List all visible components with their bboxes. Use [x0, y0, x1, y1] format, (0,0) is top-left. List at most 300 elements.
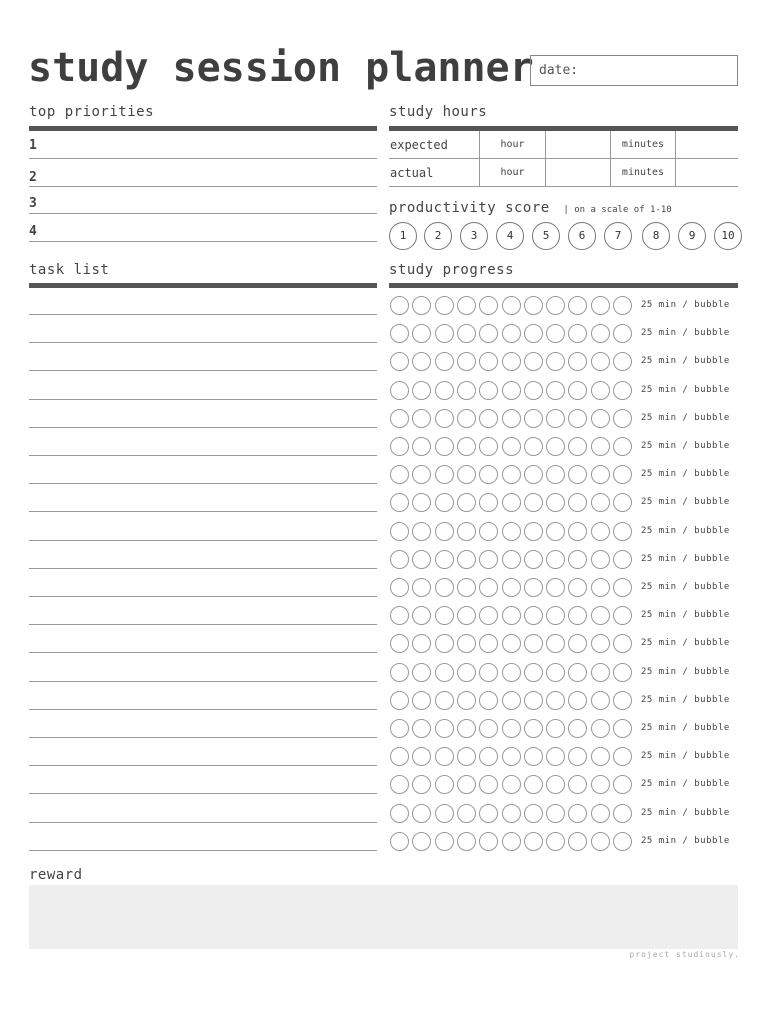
- progress-bubble[interactable]: [568, 832, 587, 851]
- minutes-input[interactable]: [676, 159, 739, 187]
- task-line[interactable]: [29, 737, 377, 738]
- task-line[interactable]: [29, 681, 377, 682]
- progress-bubble[interactable]: [457, 747, 476, 766]
- progress-bubble[interactable]: [479, 381, 498, 400]
- bubble-label: 25 min / bubble: [641, 582, 730, 592]
- progress-bubble[interactable]: [435, 691, 454, 710]
- progress-bubble[interactable]: [524, 747, 543, 766]
- progress-bubble[interactable]: [479, 522, 498, 541]
- progress-bubble[interactable]: [524, 493, 543, 512]
- progress-bubble[interactable]: [502, 465, 521, 484]
- progress-bubble[interactable]: [524, 578, 543, 597]
- progress-bubble[interactable]: [568, 691, 587, 710]
- progress-bubble[interactable]: [412, 493, 431, 512]
- progress-bubble[interactable]: [546, 634, 565, 653]
- bubble-label: 25 min / bubble: [641, 667, 730, 677]
- progress-bubble[interactable]: [435, 606, 454, 625]
- progress-bubble[interactable]: [390, 493, 409, 512]
- progress-bubble[interactable]: [390, 550, 409, 569]
- progress-bubble[interactable]: [502, 747, 521, 766]
- minutes-unit-label: minutes: [611, 131, 676, 159]
- progress-bubble[interactable]: [479, 352, 498, 371]
- study-hours-table: [389, 131, 738, 187]
- progress-bubble[interactable]: [546, 663, 565, 682]
- progress-bubble[interactable]: [568, 381, 587, 400]
- productivity-score-option[interactable]: 1: [389, 222, 417, 250]
- productivity-score-option[interactable]: 2: [424, 222, 452, 250]
- task-line[interactable]: [29, 709, 377, 710]
- hour-input[interactable]: [546, 159, 611, 187]
- progress-bubble[interactable]: [568, 324, 587, 343]
- progress-bubble[interactable]: [457, 804, 476, 823]
- progress-bubble[interactable]: [457, 296, 476, 315]
- progress-bubble[interactable]: [479, 747, 498, 766]
- progress-bubble[interactable]: [457, 381, 476, 400]
- progress-bubble[interactable]: [412, 578, 431, 597]
- progress-bubble[interactable]: [568, 719, 587, 738]
- progress-bubble[interactable]: [591, 719, 610, 738]
- productivity-heading: productivity score: [389, 200, 550, 216]
- priority-line[interactable]: [29, 241, 377, 242]
- progress-bubble[interactable]: [457, 775, 476, 794]
- progress-bubble[interactable]: [591, 465, 610, 484]
- task-list-heading: task list: [29, 262, 110, 278]
- progress-bubble[interactable]: [390, 691, 409, 710]
- progress-bubble[interactable]: [546, 578, 565, 597]
- progress-bubble[interactable]: [568, 522, 587, 541]
- bubble-label: 25 min / bubble: [641, 526, 730, 536]
- progress-bubble[interactable]: [412, 719, 431, 738]
- bubble-label: 25 min / bubble: [641, 695, 730, 705]
- progress-bubble[interactable]: [568, 663, 587, 682]
- bubble-label: 25 min / bubble: [641, 610, 730, 620]
- progress-bubble[interactable]: [412, 409, 431, 428]
- progress-bubble[interactable]: [457, 437, 476, 456]
- progress-bubble[interactable]: [479, 437, 498, 456]
- progress-bubble[interactable]: [412, 832, 431, 851]
- priority-number: 4: [29, 224, 37, 239]
- study-progress-heading: study progress: [389, 262, 515, 278]
- bubble-label: 25 min / bubble: [641, 385, 730, 395]
- progress-bubble[interactable]: [435, 775, 454, 794]
- progress-bubble[interactable]: [524, 606, 543, 625]
- progress-bubble[interactable]: [524, 296, 543, 315]
- progress-bubble[interactable]: [502, 606, 521, 625]
- progress-bubble[interactable]: [568, 465, 587, 484]
- progress-bubble[interactable]: [479, 691, 498, 710]
- progress-bubble[interactable]: [613, 381, 632, 400]
- progress-bubble[interactable]: [568, 804, 587, 823]
- progress-bubble[interactable]: [613, 634, 632, 653]
- progress-bubble[interactable]: [390, 409, 409, 428]
- progress-bubble[interactable]: [435, 352, 454, 371]
- progress-bubble[interactable]: [591, 832, 610, 851]
- task-line[interactable]: [29, 314, 377, 315]
- progress-bubble[interactable]: [546, 352, 565, 371]
- progress-bubble[interactable]: [613, 409, 632, 428]
- progress-bubble[interactable]: [502, 663, 521, 682]
- reward-box[interactable]: [29, 885, 738, 949]
- progress-bubble[interactable]: [390, 606, 409, 625]
- progress-bubble[interactable]: [591, 775, 610, 794]
- progress-bubble[interactable]: [613, 324, 632, 343]
- bubble-label: 25 min / bubble: [641, 751, 730, 761]
- progress-bubble[interactable]: [390, 522, 409, 541]
- priorities-heading: top priorities: [29, 104, 155, 120]
- progress-bubble[interactable]: [591, 296, 610, 315]
- progress-bubble[interactable]: [435, 747, 454, 766]
- progress-bubble[interactable]: [412, 522, 431, 541]
- study-hours-heading: study hours: [389, 104, 488, 120]
- progress-bubble[interactable]: [479, 550, 498, 569]
- progress-bubble[interactable]: [412, 437, 431, 456]
- progress-bubble[interactable]: [412, 775, 431, 794]
- hours-row-actual: [389, 159, 738, 187]
- productivity-score-option[interactable]: 10: [714, 222, 742, 250]
- task-line[interactable]: [29, 568, 377, 569]
- progress-bubble[interactable]: [479, 493, 498, 512]
- progress-bubble[interactable]: [524, 465, 543, 484]
- progress-bubble[interactable]: [613, 522, 632, 541]
- progress-bubble[interactable]: [502, 550, 521, 569]
- hours-row-label: expected: [389, 131, 480, 159]
- task-line[interactable]: [29, 540, 377, 541]
- progress-bubble[interactable]: [502, 691, 521, 710]
- progress-bubble[interactable]: [390, 832, 409, 851]
- progress-bubble[interactable]: [546, 437, 565, 456]
- progress-bubble[interactable]: [412, 550, 431, 569]
- progress-bubble[interactable]: [613, 747, 632, 766]
- hour-unit-label: hour: [480, 159, 546, 187]
- hour-input[interactable]: [546, 131, 611, 159]
- progress-bubble[interactable]: [457, 352, 476, 371]
- progress-bubble[interactable]: [546, 747, 565, 766]
- bubble-label: 25 min / bubble: [641, 723, 730, 733]
- bubble-label: 25 min / bubble: [641, 497, 730, 507]
- bubble-label: 25 min / bubble: [641, 469, 730, 479]
- progress-bubble[interactable]: [479, 832, 498, 851]
- progress-bubble[interactable]: [390, 719, 409, 738]
- progress-bubble[interactable]: [546, 804, 565, 823]
- progress-bubble[interactable]: [524, 550, 543, 569]
- bubble-label: 25 min / bubble: [641, 328, 730, 338]
- progress-bubble[interactable]: [390, 437, 409, 456]
- progress-bubble[interactable]: [435, 550, 454, 569]
- progress-bubble[interactable]: [591, 352, 610, 371]
- minutes-input[interactable]: [676, 131, 739, 159]
- progress-bubble[interactable]: [435, 634, 454, 653]
- priority-number: 2: [29, 170, 37, 185]
- progress-bubble[interactable]: [479, 324, 498, 343]
- progress-bubble[interactable]: [435, 381, 454, 400]
- productivity-score-option[interactable]: 4: [496, 222, 524, 250]
- study-progress-divider: [389, 283, 738, 288]
- progress-bubble[interactable]: [390, 775, 409, 794]
- progress-bubble[interactable]: [479, 296, 498, 315]
- progress-bubble[interactable]: [457, 324, 476, 343]
- progress-bubble[interactable]: [591, 663, 610, 682]
- progress-bubble[interactable]: [613, 606, 632, 625]
- progress-bubble[interactable]: [435, 719, 454, 738]
- progress-bubble[interactable]: [613, 804, 632, 823]
- productivity-score-option[interactable]: 5: [532, 222, 560, 250]
- progress-bubble[interactable]: [568, 437, 587, 456]
- progress-bubble[interactable]: [479, 606, 498, 625]
- progress-bubble[interactable]: [479, 465, 498, 484]
- task-line[interactable]: [29, 370, 377, 371]
- progress-bubble[interactable]: [412, 296, 431, 315]
- reward-heading: reward: [29, 867, 83, 883]
- progress-bubble[interactable]: [502, 437, 521, 456]
- progress-bubble[interactable]: [435, 832, 454, 851]
- progress-bubble[interactable]: [390, 578, 409, 597]
- progress-bubble[interactable]: [568, 352, 587, 371]
- progress-bubble[interactable]: [524, 691, 543, 710]
- progress-bubble[interactable]: [435, 324, 454, 343]
- progress-bubble[interactable]: [546, 775, 565, 794]
- progress-bubble[interactable]: [457, 719, 476, 738]
- progress-bubble[interactable]: [591, 550, 610, 569]
- progress-bubble[interactable]: [524, 775, 543, 794]
- progress-bubble[interactable]: [591, 437, 610, 456]
- progress-bubble[interactable]: [546, 324, 565, 343]
- productivity-score-option[interactable]: 6: [568, 222, 596, 250]
- progress-bubble[interactable]: [613, 832, 632, 851]
- progress-bubble[interactable]: [524, 719, 543, 738]
- hour-unit-label: hour: [480, 131, 546, 159]
- progress-bubble[interactable]: [457, 691, 476, 710]
- progress-bubble[interactable]: [524, 634, 543, 653]
- progress-bubble[interactable]: [546, 296, 565, 315]
- progress-bubble[interactable]: [435, 437, 454, 456]
- task-line[interactable]: [29, 511, 377, 512]
- task-list-divider: [29, 283, 377, 288]
- progress-bubble[interactable]: [568, 578, 587, 597]
- progress-bubble[interactable]: [435, 296, 454, 315]
- task-line[interactable]: [29, 455, 377, 456]
- progress-bubble[interactable]: [613, 719, 632, 738]
- progress-bubble[interactable]: [502, 634, 521, 653]
- progress-bubble[interactable]: [502, 775, 521, 794]
- progress-bubble[interactable]: [390, 465, 409, 484]
- progress-bubble[interactable]: [435, 493, 454, 512]
- task-line[interactable]: [29, 624, 377, 625]
- hours-row-label: actual: [389, 159, 480, 187]
- progress-bubble[interactable]: [390, 352, 409, 371]
- progress-bubble[interactable]: [502, 352, 521, 371]
- progress-bubble[interactable]: [591, 409, 610, 428]
- progress-bubble[interactable]: [479, 409, 498, 428]
- bubble-label: 25 min / bubble: [641, 413, 730, 423]
- date-field[interactable]: [530, 55, 738, 86]
- progress-bubble[interactable]: [591, 324, 610, 343]
- bubble-label: 25 min / bubble: [641, 638, 730, 648]
- footer-brand: project studiously.: [629, 950, 740, 959]
- progress-bubble[interactable]: [568, 634, 587, 653]
- progress-bubble[interactable]: [435, 663, 454, 682]
- productivity-score-option[interactable]: 9: [678, 222, 706, 250]
- progress-bubble[interactable]: [546, 691, 565, 710]
- progress-bubble[interactable]: [546, 409, 565, 428]
- progress-bubble[interactable]: [412, 747, 431, 766]
- progress-bubble[interactable]: [524, 522, 543, 541]
- progress-bubble[interactable]: [502, 381, 521, 400]
- progress-bubble[interactable]: [568, 409, 587, 428]
- progress-bubble[interactable]: [435, 522, 454, 541]
- progress-bubble[interactable]: [568, 493, 587, 512]
- progress-bubble[interactable]: [524, 663, 543, 682]
- progress-bubble[interactable]: [457, 606, 476, 625]
- progress-bubble[interactable]: [546, 465, 565, 484]
- progress-bubble[interactable]: [390, 747, 409, 766]
- bubble-label: 25 min / bubble: [641, 554, 730, 564]
- productivity-heading-row: [389, 197, 672, 216]
- task-line[interactable]: [29, 483, 377, 484]
- progress-bubble[interactable]: [524, 381, 543, 400]
- progress-bubble[interactable]: [546, 606, 565, 625]
- progress-bubble[interactable]: [390, 663, 409, 682]
- task-line[interactable]: [29, 850, 377, 851]
- progress-bubble[interactable]: [479, 578, 498, 597]
- task-line[interactable]: [29, 427, 377, 428]
- progress-bubble[interactable]: [457, 465, 476, 484]
- progress-bubble[interactable]: [502, 832, 521, 851]
- progress-bubble[interactable]: [457, 832, 476, 851]
- progress-bubble[interactable]: [613, 465, 632, 484]
- progress-bubble[interactable]: [457, 634, 476, 653]
- progress-bubble[interactable]: [524, 352, 543, 371]
- progress-bubble[interactable]: [524, 437, 543, 456]
- priority-line[interactable]: [29, 158, 377, 159]
- progress-bubble[interactable]: [568, 296, 587, 315]
- progress-bubble[interactable]: [568, 606, 587, 625]
- progress-bubble[interactable]: [613, 352, 632, 371]
- progress-bubble[interactable]: [457, 409, 476, 428]
- progress-bubble[interactable]: [568, 775, 587, 794]
- progress-bubble[interactable]: [546, 493, 565, 512]
- progress-bubble[interactable]: [524, 409, 543, 428]
- progress-bubble[interactable]: [390, 804, 409, 823]
- progress-bubble[interactable]: [457, 493, 476, 512]
- progress-bubble[interactable]: [546, 522, 565, 541]
- progress-bubble[interactable]: [479, 719, 498, 738]
- progress-bubble[interactable]: [546, 381, 565, 400]
- bubble-label: 25 min / bubble: [641, 300, 730, 310]
- progress-bubble[interactable]: [613, 663, 632, 682]
- progress-bubble[interactable]: [524, 832, 543, 851]
- priority-line[interactable]: [29, 186, 377, 187]
- task-line[interactable]: [29, 765, 377, 766]
- task-line[interactable]: [29, 652, 377, 653]
- progress-bubble[interactable]: [412, 324, 431, 343]
- progress-bubble[interactable]: [546, 832, 565, 851]
- progress-bubble[interactable]: [412, 691, 431, 710]
- progress-bubble[interactable]: [412, 804, 431, 823]
- progress-bubble[interactable]: [613, 296, 632, 315]
- progress-bubble[interactable]: [591, 493, 610, 512]
- progress-bubble[interactable]: [435, 804, 454, 823]
- progress-bubble[interactable]: [390, 296, 409, 315]
- task-line[interactable]: [29, 596, 377, 597]
- progress-bubble[interactable]: [412, 381, 431, 400]
- progress-bubble[interactable]: [479, 804, 498, 823]
- progress-bubble[interactable]: [502, 804, 521, 823]
- progress-bubble[interactable]: [591, 578, 610, 597]
- progress-bubble[interactable]: [591, 381, 610, 400]
- progress-bubble[interactable]: [524, 324, 543, 343]
- progress-bubble[interactable]: [524, 804, 543, 823]
- productivity-score-option[interactable]: 7: [604, 222, 632, 250]
- progress-bubble[interactable]: [502, 578, 521, 597]
- progress-bubble[interactable]: [412, 634, 431, 653]
- progress-bubble[interactable]: [435, 465, 454, 484]
- bubble-label: 25 min / bubble: [641, 779, 730, 789]
- page-title: study session planner: [28, 45, 534, 91]
- productivity-score-option[interactable]: 8: [642, 222, 670, 250]
- progress-bubble[interactable]: [457, 550, 476, 569]
- progress-bubble[interactable]: [435, 409, 454, 428]
- productivity-scale-note: | on a scale of 1-10: [563, 205, 672, 215]
- progress-bubble[interactable]: [546, 550, 565, 569]
- progress-bubble[interactable]: [502, 324, 521, 343]
- progress-bubble[interactable]: [591, 804, 610, 823]
- productivity-score-option[interactable]: 3: [460, 222, 488, 250]
- progress-bubble[interactable]: [613, 578, 632, 597]
- progress-bubble[interactable]: [502, 296, 521, 315]
- task-line[interactable]: [29, 822, 377, 823]
- progress-bubble[interactable]: [457, 522, 476, 541]
- progress-bubble[interactable]: [412, 465, 431, 484]
- progress-bubble[interactable]: [390, 381, 409, 400]
- progress-bubble[interactable]: [502, 719, 521, 738]
- progress-bubble[interactable]: [502, 522, 521, 541]
- progress-bubble[interactable]: [568, 747, 587, 766]
- progress-bubble[interactable]: [412, 606, 431, 625]
- bubble-label: 25 min / bubble: [641, 441, 730, 451]
- task-line[interactable]: [29, 342, 377, 343]
- progress-bubble[interactable]: [479, 663, 498, 682]
- progress-bubble[interactable]: [591, 747, 610, 766]
- progress-bubble[interactable]: [591, 606, 610, 625]
- progress-bubble[interactable]: [412, 663, 431, 682]
- progress-bubble[interactable]: [479, 775, 498, 794]
- progress-bubble[interactable]: [412, 352, 431, 371]
- progress-bubble[interactable]: [613, 775, 632, 794]
- progress-bubble[interactable]: [613, 691, 632, 710]
- progress-bubble[interactable]: [613, 437, 632, 456]
- progress-bubble[interactable]: [390, 634, 409, 653]
- progress-bubble[interactable]: [479, 634, 498, 653]
- bubble-label: 25 min / bubble: [641, 808, 730, 818]
- progress-bubble[interactable]: [546, 719, 565, 738]
- progress-bubble[interactable]: [390, 324, 409, 343]
- progress-bubble[interactable]: [435, 578, 454, 597]
- task-line[interactable]: [29, 793, 377, 794]
- progress-bubble[interactable]: [457, 663, 476, 682]
- progress-bubble[interactable]: [591, 634, 610, 653]
- priority-line[interactable]: [29, 213, 377, 214]
- progress-bubble[interactable]: [613, 550, 632, 569]
- progress-bubble[interactable]: [502, 409, 521, 428]
- minutes-unit-label: minutes: [611, 159, 676, 187]
- progress-bubble[interactable]: [502, 493, 521, 512]
- progress-bubble[interactable]: [568, 550, 587, 569]
- progress-bubble[interactable]: [591, 522, 610, 541]
- progress-bubble[interactable]: [457, 578, 476, 597]
- progress-bubble[interactable]: [613, 493, 632, 512]
- task-line[interactable]: [29, 399, 377, 400]
- progress-bubble[interactable]: [591, 691, 610, 710]
